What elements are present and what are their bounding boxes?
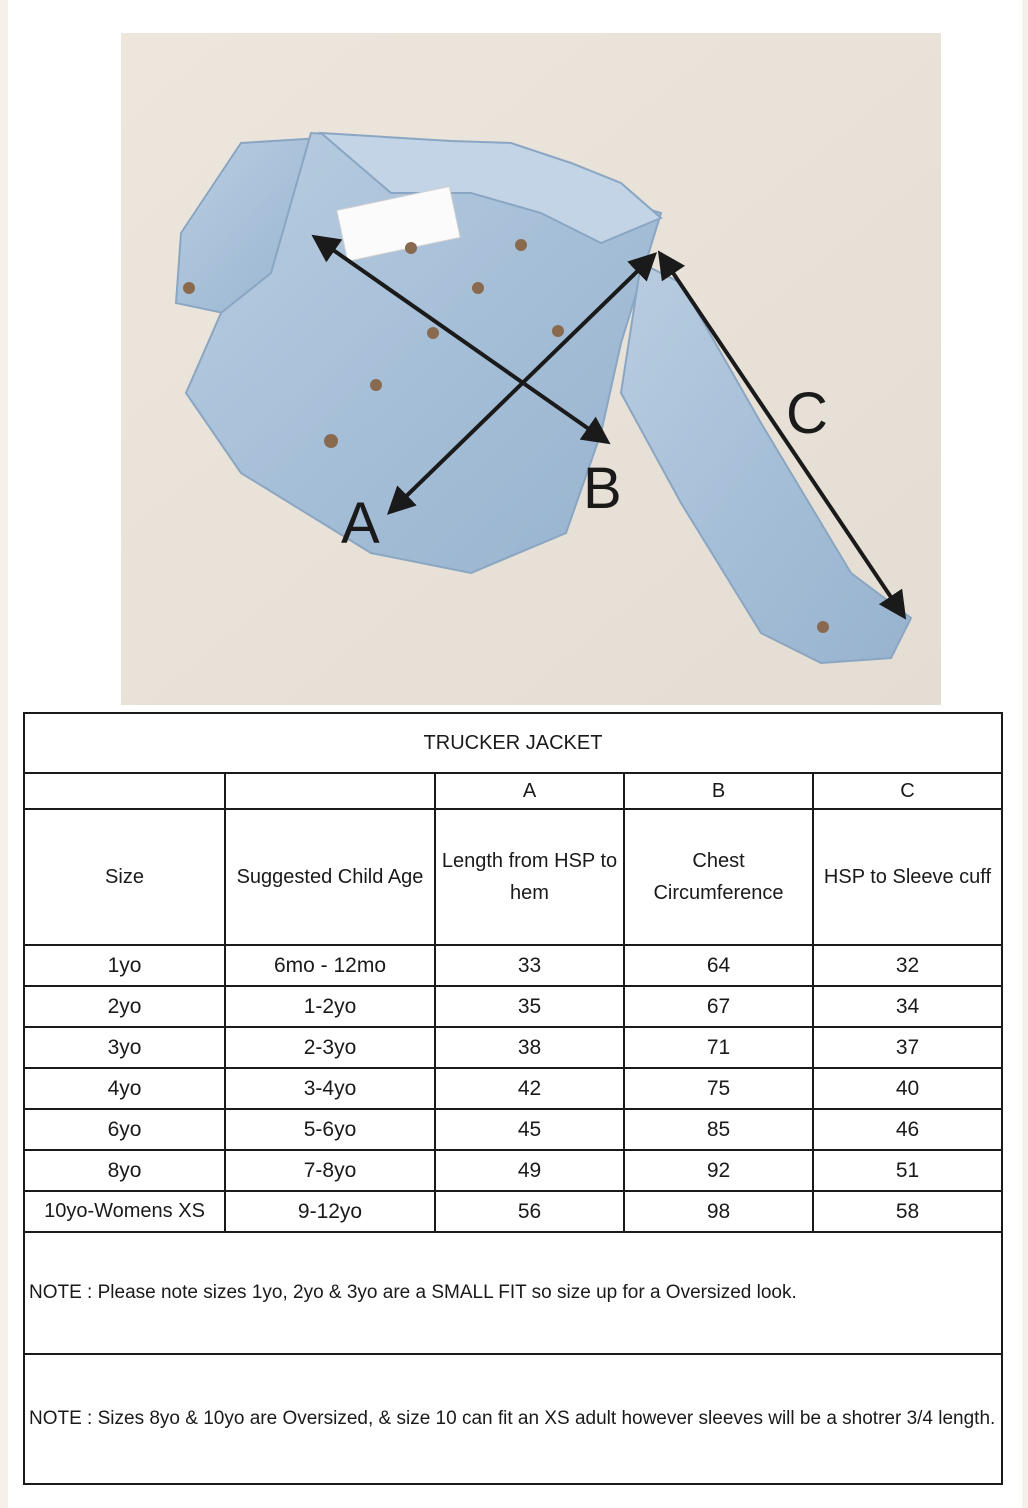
header-size: Size xyxy=(24,809,225,945)
letter-c-cell: C xyxy=(813,773,1002,809)
header-chest: Chest Circumference xyxy=(624,809,813,945)
cell-length: 56 xyxy=(435,1191,624,1232)
cell-length: 42 xyxy=(435,1068,624,1109)
cell-size: 10yo-Womens XS xyxy=(24,1191,225,1232)
label-c: C xyxy=(786,381,828,446)
jacket-photo xyxy=(121,33,941,705)
page-edge-left xyxy=(0,0,8,1508)
cell-age: 9-12yo xyxy=(225,1191,435,1232)
table-row xyxy=(24,1027,1002,1068)
size-chart xyxy=(23,712,1001,1485)
note-oversized-text: NOTE : Sizes 8yo & 10yo are Oversized, & size 10 can fit an XS adult however sleeves will be a shotrer 3/4 length. xyxy=(29,1408,996,1429)
table-row xyxy=(24,1109,1002,1150)
letter-b-cell: B xyxy=(624,773,813,809)
page-edge-right xyxy=(1022,0,1028,1508)
cell-size: 3yo xyxy=(24,1027,225,1068)
table-row xyxy=(24,1068,1002,1109)
cell-age: 1-2yo xyxy=(225,986,435,1027)
cell-chest: 64 xyxy=(624,945,813,986)
cell-sleeve: 37 xyxy=(813,1027,1002,1068)
note-small-fit xyxy=(24,1232,1002,1354)
cell-length: 38 xyxy=(435,1027,624,1068)
cell-length: 45 xyxy=(435,1109,624,1150)
table-row xyxy=(24,1150,1002,1191)
letter-cell xyxy=(24,773,225,809)
note-oversized xyxy=(24,1354,1002,1484)
cell-size: 6yo xyxy=(24,1109,225,1150)
header-age: Suggested Child Age xyxy=(225,809,435,945)
cell-sleeve: 51 xyxy=(813,1150,1002,1191)
cell-chest: 92 xyxy=(624,1150,813,1191)
cell-chest: 98 xyxy=(624,1191,813,1232)
letter-a-cell: A xyxy=(435,773,624,809)
cell-sleeve: 32 xyxy=(813,945,1002,986)
size-chart-table xyxy=(23,712,1003,1485)
cell-chest: 85 xyxy=(624,1109,813,1150)
cell-size: 4yo xyxy=(24,1068,225,1109)
label-a: A xyxy=(341,491,380,556)
cell-length: 35 xyxy=(435,986,624,1027)
cell-age: 2-3yo xyxy=(225,1027,435,1068)
cell-age: 3-4yo xyxy=(225,1068,435,1109)
table-title: TRUCKER JACKET xyxy=(24,713,1002,773)
cell-sleeve: 34 xyxy=(813,986,1002,1027)
table-row xyxy=(24,1191,1002,1232)
cell-chest: 71 xyxy=(624,1027,813,1068)
cell-size: 1yo xyxy=(24,945,225,986)
cell-sleeve: 40 xyxy=(813,1068,1002,1109)
note-small-fit-text: NOTE : Please note sizes 1yo, 2yo & 3yo are a SMALL FIT so size up for a Oversized look. xyxy=(29,1282,797,1303)
cell-sleeve: 58 xyxy=(813,1191,1002,1232)
cell-length: 33 xyxy=(435,945,624,986)
cell-chest: 75 xyxy=(624,1068,813,1109)
cell-sleeve: 46 xyxy=(813,1109,1002,1150)
cell-age: 7-8yo xyxy=(225,1150,435,1191)
header-sleeve: HSP to Sleeve cuff xyxy=(813,809,1002,945)
cell-age: 5-6yo xyxy=(225,1109,435,1150)
cell-size: 2yo xyxy=(24,986,225,1027)
cell-age: 6mo - 12mo xyxy=(225,945,435,986)
letter-cell xyxy=(225,773,435,809)
header-length: Length from HSP to hem xyxy=(435,809,624,945)
table-row xyxy=(24,945,1002,986)
cell-size: 8yo xyxy=(24,1150,225,1191)
label-b: B xyxy=(583,456,622,521)
cell-chest: 67 xyxy=(624,986,813,1027)
cell-length: 49 xyxy=(435,1150,624,1191)
table-row xyxy=(24,986,1002,1027)
